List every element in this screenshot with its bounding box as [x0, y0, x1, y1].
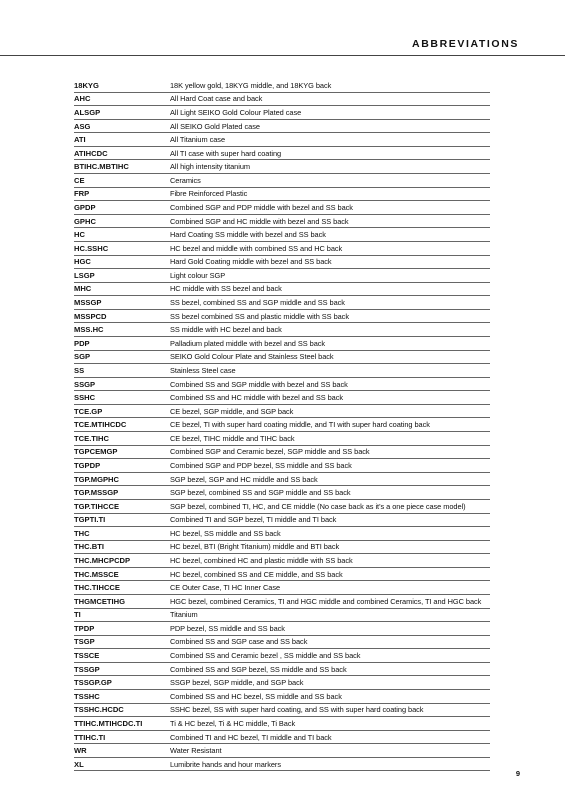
description-cell: CE Outer Case, TI HC Inner Case: [170, 583, 281, 593]
description-cell: HC bezel, BTI (Bright Titanium) middle and BTI back: [170, 542, 340, 552]
description-cell: SSGP bezel, SGP middle, and SGP back: [170, 678, 304, 688]
table-row: [74, 160, 490, 174]
abbreviation-cell: THC: [74, 528, 90, 538]
table-row: [74, 323, 490, 337]
abbreviations-table: [74, 79, 490, 771]
description-cell: HC bezel, combined HC and plastic middle with SS back: [170, 556, 353, 566]
abbreviation-cell: TCE.TIHC: [74, 433, 110, 443]
table-row: [74, 133, 490, 147]
table-row: [74, 527, 490, 541]
table-row: [74, 201, 490, 215]
table-row: [74, 405, 490, 419]
abbreviation-cell: THC.MSSCE: [74, 569, 119, 579]
table-row: [74, 242, 490, 256]
description-cell: Combined SGP and PDP bezel, SS middle and SS back: [170, 460, 352, 470]
description-cell: SGP bezel, combined SS and SGP middle and SS back: [170, 488, 351, 498]
description-cell: Water Resistant: [170, 746, 222, 756]
description-cell: All TI case with super hard coating: [170, 148, 282, 158]
description-cell: HGC bezel, combined Ceramics, TI and HGC middle and combined Ceramics, TI and HGC back: [170, 596, 482, 606]
table-row: [74, 514, 490, 528]
description-cell: SSHC bezel, SS with super hard coating, and SS with super hard coating back: [170, 705, 424, 715]
table-row: [74, 351, 490, 365]
table-row: [74, 568, 490, 582]
table-row: [74, 418, 490, 432]
page-header: [0, 0, 565, 60]
description-cell: Hard Coating SS middle with bezel and SS back: [170, 230, 326, 240]
abbreviation-cell: ASG: [74, 121, 91, 131]
table-row: [74, 446, 490, 460]
description-cell: Lumibrite hands and hour markers: [170, 759, 281, 769]
abbreviation-cell: THGMCETIHG: [74, 596, 126, 606]
abbreviation-cell: TGP.MSSGP: [74, 488, 119, 498]
abbreviation-cell: TI: [74, 610, 81, 620]
abbreviation-cell: TCE.GP: [74, 406, 103, 416]
table-row: [74, 174, 490, 188]
table-row: [74, 541, 490, 555]
table-row: [74, 432, 490, 446]
table-row: [74, 704, 490, 718]
table-row: [74, 758, 490, 772]
table-row: [74, 649, 490, 663]
abbreviation-cell: MSSPCD: [74, 311, 107, 321]
abbreviation-cell: TCE.MTIHCDC: [74, 420, 127, 430]
abbreviation-cell: TSSHC: [74, 691, 100, 701]
description-cell: PDP bezel, SS middle and SS back: [170, 623, 285, 633]
description-cell: HC bezel, SS middle and SS back: [170, 528, 281, 538]
abbreviation-cell: PDP: [74, 338, 90, 348]
abbreviation-cell: MHC: [74, 284, 92, 294]
description-cell: Combined SS and Ceramic bezel , SS middle and SS back: [170, 651, 361, 661]
page-number: 9: [515, 769, 520, 778]
description-cell: Fibre Reinforced Plastic: [170, 189, 248, 199]
table-row: [74, 310, 490, 324]
abbreviation-cell: AHC: [74, 94, 91, 104]
description-cell: Combined SGP and PDP middle with bezel and SS back: [170, 202, 353, 212]
table-row: [74, 120, 490, 134]
abbreviation-cell: TSSGP.GP: [74, 678, 112, 688]
table-row: [74, 378, 490, 392]
table-row: [74, 744, 490, 758]
description-cell: Combined SS and HC bezel, SS middle and SS back: [170, 691, 342, 701]
description-cell: All Light SEIKO Gold Colour Plated case: [170, 107, 302, 117]
abbreviation-cell: SGP: [74, 352, 91, 362]
table-row: [74, 636, 490, 650]
abbreviation-cell: TSGP: [74, 637, 95, 647]
description-cell: SS bezel combined SS and plastic middle with SS back: [170, 311, 349, 321]
description-cell: Combined SS and SGP case and SS back: [170, 637, 308, 647]
table-row: [74, 622, 490, 636]
description-cell: Combined SS and HC middle with bezel and SS back: [170, 393, 344, 403]
table-row: [74, 256, 490, 270]
abbreviation-cell: BTIHC.MBTIHC: [74, 162, 129, 172]
description-cell: Light colour SGP: [170, 270, 226, 280]
abbreviation-cell: TGP.TIHCCE: [74, 501, 120, 511]
abbreviation-cell: TSSHC.HCDC: [74, 705, 124, 715]
abbreviation-cell: LSGP: [74, 270, 95, 280]
header-divider: [0, 55, 565, 56]
table-row: [74, 459, 490, 473]
description-cell: Combined SS and SGP middle with bezel and SS back: [170, 379, 348, 389]
description-cell: HC bezel and middle with combined SS and HC back: [170, 243, 343, 253]
description-cell: Titanium: [170, 610, 198, 620]
description-cell: Combined TI and HC bezel, TI middle and TI back: [170, 732, 332, 742]
table-row: [74, 486, 490, 500]
table-row: [74, 147, 490, 161]
abbreviation-cell: ALSGP: [74, 107, 101, 117]
table-row: [74, 717, 490, 731]
description-cell: SS middle with HC bezel and back: [170, 325, 282, 335]
table-row: [74, 609, 490, 623]
abbreviation-cell: THC.MHCPCDP: [74, 556, 131, 566]
abbreviation-cell: TGPCEMGP: [74, 447, 118, 457]
description-cell: CE bezel, TI with super hard coating middle, and TI with super hard coating back: [170, 420, 430, 430]
abbreviation-cell: WR: [74, 746, 87, 756]
table-row: [74, 93, 490, 107]
description-cell: Combined SGP and Ceramic bezel, SGP middle and SS back: [170, 447, 370, 457]
abbreviation-cell: HC.SSHC: [74, 243, 109, 253]
abbreviation-cell: TPDP: [74, 623, 95, 633]
description-cell: Palladium plated middle with bezel and SS back: [170, 338, 326, 348]
description-cell: Stainless Steel case: [170, 365, 236, 375]
description-cell: CE bezel, TIHC middle and TIHC back: [170, 433, 295, 443]
table-row: [74, 391, 490, 405]
description-cell: 18K yellow gold, 18KYG middle, and 18KYG back: [170, 80, 332, 90]
table-row: [74, 554, 490, 568]
abbreviation-cell: GPDP: [74, 202, 96, 212]
description-cell: SS bezel, combined SS and SGP middle and SS back: [170, 298, 345, 308]
abbreviation-cell: GPHC: [74, 216, 96, 226]
page-title: ABBREVIATIONS: [412, 38, 519, 50]
abbreviation-cell: XL: [74, 759, 84, 769]
description-cell: All high intensity titanium: [170, 162, 250, 172]
description-cell: Ceramics: [170, 175, 201, 185]
table-row: [74, 676, 490, 690]
table-row: [74, 269, 490, 283]
description-cell: SGP bezel, SGP and HC middle and SS back: [170, 474, 318, 484]
table-row: [74, 228, 490, 242]
description-cell: HC middle with SS bezel and back: [170, 284, 282, 294]
description-cell: Combined SGP and HC middle with bezel and SS back: [170, 216, 349, 226]
description-cell: All SEIKO Gold Plated case: [170, 121, 260, 131]
abbreviation-cell: SSHC: [74, 393, 96, 403]
table-row: [74, 500, 490, 514]
table-row: [74, 581, 490, 595]
table-row: [74, 283, 490, 297]
abbreviation-cell: CE: [74, 175, 85, 185]
abbreviation-cell: HGC: [74, 257, 91, 267]
description-cell: Ti & HC bezel, Ti & HC middle, Ti Back: [170, 718, 296, 728]
abbreviation-cell: TTIHC.TI: [74, 732, 106, 742]
description-cell: HC bezel, combined SS and CE middle, and SS back: [170, 569, 343, 579]
abbreviation-cell: SS: [74, 365, 85, 375]
table-row: [74, 215, 490, 229]
table-row: [74, 296, 490, 310]
abbreviation-cell: 18KYG: [74, 80, 99, 90]
description-cell: SEIKO Gold Colour Plate and Stainless Steel back: [170, 352, 334, 362]
abbreviation-cell: SSGP: [74, 379, 96, 389]
abbreviation-cell: MSS.HC: [74, 325, 104, 335]
abbreviation-cell: HC: [74, 230, 85, 240]
description-cell: Combined SS and SGP bezel, SS middle and SS back: [170, 664, 347, 674]
table-row: [74, 473, 490, 487]
table-row: [74, 188, 490, 202]
description-cell: CE bezel, SGP middle, and SGP back: [170, 406, 294, 416]
table-row: [74, 690, 490, 704]
table-row: [74, 663, 490, 677]
abbreviation-cell: TGPTI.TI: [74, 515, 106, 525]
abbreviation-cell: THC.TIHCCE: [74, 583, 120, 593]
abbreviation-cell: TSSCE: [74, 651, 100, 661]
abbreviation-cell: ATI: [74, 135, 86, 145]
table-row: [74, 106, 490, 120]
table-row: [74, 364, 490, 378]
table-row: [74, 79, 490, 93]
abbreviation-cell: THC.BTI: [74, 542, 104, 552]
description-cell: Combined TI and SGP bezel, TI middle and TI back: [170, 515, 337, 525]
abbreviation-cell: FRP: [74, 189, 90, 199]
abbreviation-cell: TGPDP: [74, 460, 101, 470]
abbreviation-cell: MSSGP: [74, 298, 102, 308]
description-cell: All Titanium case: [170, 135, 226, 145]
description-cell: SGP bezel, combined TI, HC, and CE middle (No case back as it’s a one piece case model): [170, 501, 466, 511]
abbreviation-cell: TGP.MGPHC: [74, 474, 120, 484]
description-cell: Hard Gold Coating middle with bezel and SS back: [170, 257, 332, 267]
table-row: [74, 731, 490, 745]
table-row: [74, 595, 490, 609]
abbreviation-cell: TSSGP: [74, 664, 100, 674]
description-cell: All Hard Coat case and back: [170, 94, 263, 104]
abbreviation-cell: TTIHC.MTIHCDC.TI: [74, 718, 143, 728]
abbreviation-cell: ATIHCDC: [74, 148, 108, 158]
table-row: [74, 337, 490, 351]
